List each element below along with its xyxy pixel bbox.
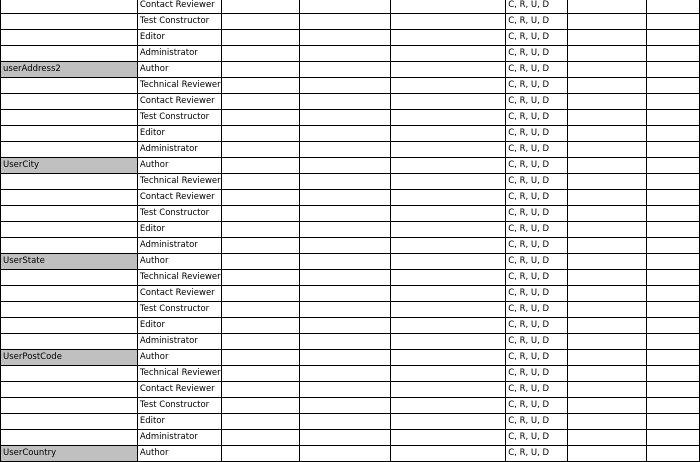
- empty-cell[interactable]: [391, 254, 506, 270]
- empty-cell[interactable]: [221, 414, 299, 430]
- empty-cell[interactable]: [299, 318, 391, 334]
- permission-cell[interactable]: C, R, U, D: [506, 222, 568, 238]
- empty-cell[interactable]: [221, 142, 299, 158]
- empty-cell[interactable]: [299, 382, 391, 398]
- empty-cell[interactable]: [568, 0, 647, 14]
- empty-cell[interactable]: [568, 254, 647, 270]
- table-row: [1, 430, 700, 446]
- empty-cell[interactable]: [391, 350, 506, 366]
- empty-cell[interactable]: [568, 446, 647, 462]
- empty-cell[interactable]: [299, 334, 391, 350]
- empty-cell[interactable]: [568, 206, 647, 222]
- empty-cell[interactable]: [299, 238, 391, 254]
- empty-cell[interactable]: [568, 78, 647, 94]
- empty-cell[interactable]: [647, 46, 700, 62]
- permission-cell[interactable]: C, R, U, D: [506, 78, 568, 94]
- empty-cell[interactable]: [647, 302, 700, 318]
- empty-cell[interactable]: [299, 158, 391, 174]
- table-row: [1, 126, 700, 142]
- permission-cell[interactable]: C, R, U, D: [506, 414, 568, 430]
- permission-cell[interactable]: C, R, U, D: [506, 94, 568, 110]
- empty-cell[interactable]: [299, 302, 391, 318]
- table-row: [1, 446, 700, 462]
- empty-cell[interactable]: [299, 0, 391, 14]
- field-name-cell[interactable]: [1, 302, 138, 318]
- field-name-cell[interactable]: [1, 126, 138, 142]
- empty-cell[interactable]: [647, 382, 700, 398]
- empty-cell[interactable]: [299, 270, 391, 286]
- empty-cell[interactable]: [647, 142, 700, 158]
- empty-cell[interactable]: [221, 398, 299, 414]
- role-cell[interactable]: Administrator: [137, 238, 221, 254]
- empty-cell[interactable]: [647, 174, 700, 190]
- permission-cell[interactable]: C, R, U, D: [506, 0, 568, 14]
- table-row: [1, 78, 700, 94]
- empty-cell[interactable]: [221, 286, 299, 302]
- field-name-cell[interactable]: UserState: [1, 254, 138, 270]
- empty-cell[interactable]: [391, 382, 506, 398]
- field-name-cell[interactable]: [1, 270, 138, 286]
- field-name-cell[interactable]: [1, 190, 138, 206]
- table-row: [1, 318, 700, 334]
- empty-cell[interactable]: [391, 286, 506, 302]
- empty-cell[interactable]: [568, 62, 647, 78]
- empty-cell[interactable]: [568, 14, 647, 30]
- empty-cell[interactable]: [568, 158, 647, 174]
- empty-cell[interactable]: [221, 126, 299, 142]
- empty-cell[interactable]: [647, 254, 700, 270]
- permission-cell[interactable]: C, R, U, D: [506, 366, 568, 382]
- empty-cell[interactable]: [221, 318, 299, 334]
- field-name-cell[interactable]: [1, 430, 138, 446]
- field-name-cell[interactable]: [1, 174, 138, 190]
- empty-cell[interactable]: [568, 430, 647, 446]
- permission-cell[interactable]: C, R, U, D: [506, 350, 568, 366]
- empty-cell[interactable]: [221, 446, 299, 462]
- role-cell[interactable]: Technical Reviewer: [137, 174, 221, 190]
- field-name-cell[interactable]: [1, 222, 138, 238]
- empty-cell[interactable]: [647, 318, 700, 334]
- field-name-cell[interactable]: UserCity: [1, 158, 138, 174]
- empty-cell[interactable]: [647, 414, 700, 430]
- table-row: [1, 414, 700, 430]
- empty-cell[interactable]: [568, 270, 647, 286]
- role-cell[interactable]: Administrator: [137, 46, 221, 62]
- empty-cell[interactable]: [391, 158, 506, 174]
- field-name-cell[interactable]: [1, 398, 138, 414]
- role-cell[interactable]: Test Constructor: [137, 398, 221, 414]
- empty-cell[interactable]: [568, 286, 647, 302]
- role-cell[interactable]: Administrator: [137, 430, 221, 446]
- table-row: [1, 110, 700, 126]
- table-row: [1, 14, 700, 30]
- table-row: [1, 94, 700, 110]
- table-row: [1, 46, 700, 62]
- empty-cell[interactable]: [391, 14, 506, 30]
- empty-cell[interactable]: [647, 398, 700, 414]
- permission-cell[interactable]: C, R, U, D: [506, 14, 568, 30]
- empty-cell[interactable]: [647, 94, 700, 110]
- permission-cell[interactable]: C, R, U, D: [506, 46, 568, 62]
- empty-cell[interactable]: [299, 94, 391, 110]
- role-cell[interactable]: Editor: [137, 414, 221, 430]
- role-cell[interactable]: Technical Reviewer: [137, 366, 221, 382]
- empty-cell[interactable]: [299, 350, 391, 366]
- empty-cell[interactable]: [391, 446, 506, 462]
- permission-cell[interactable]: C, R, U, D: [506, 254, 568, 270]
- empty-cell[interactable]: [221, 350, 299, 366]
- role-cell[interactable]: Editor: [137, 30, 221, 46]
- field-name-cell[interactable]: [1, 94, 138, 110]
- empty-cell[interactable]: [299, 30, 391, 46]
- empty-cell[interactable]: [647, 430, 700, 446]
- empty-cell[interactable]: [299, 62, 391, 78]
- permission-cell[interactable]: C, R, U, D: [506, 382, 568, 398]
- permission-cell[interactable]: C, R, U, D: [506, 334, 568, 350]
- field-name-cell[interactable]: [1, 414, 138, 430]
- role-cell[interactable]: Editor: [137, 222, 221, 238]
- role-cell[interactable]: Test Constructor: [137, 110, 221, 126]
- empty-cell[interactable]: [299, 430, 391, 446]
- empty-cell[interactable]: [647, 126, 700, 142]
- role-cell[interactable]: Editor: [137, 126, 221, 142]
- role-cell[interactable]: Contact Reviewer: [137, 286, 221, 302]
- permission-cell[interactable]: C, R, U, D: [506, 62, 568, 78]
- role-cell[interactable]: Test Constructor: [137, 302, 221, 318]
- empty-cell[interactable]: [391, 318, 506, 334]
- empty-cell[interactable]: [221, 30, 299, 46]
- empty-cell[interactable]: [391, 334, 506, 350]
- role-cell[interactable]: Author: [137, 62, 221, 78]
- empty-cell[interactable]: [391, 62, 506, 78]
- empty-cell[interactable]: [391, 238, 506, 254]
- permission-cell[interactable]: C, R, U, D: [506, 430, 568, 446]
- table-row: [1, 190, 700, 206]
- empty-cell[interactable]: [568, 334, 647, 350]
- field-name-cell[interactable]: [1, 382, 138, 398]
- empty-cell[interactable]: [221, 302, 299, 318]
- permission-cell[interactable]: C, R, U, D: [506, 110, 568, 126]
- permission-cell[interactable]: C, R, U, D: [506, 30, 568, 46]
- role-cell[interactable]: Test Constructor: [137, 14, 221, 30]
- empty-cell[interactable]: [221, 366, 299, 382]
- table-row: [1, 302, 700, 318]
- role-cell[interactable]: Author: [137, 158, 221, 174]
- empty-cell[interactable]: [299, 206, 391, 222]
- permission-cell[interactable]: C, R, U, D: [506, 318, 568, 334]
- field-name-cell[interactable]: UserCountry: [1, 446, 138, 462]
- table-row: [1, 0, 700, 14]
- permission-cell[interactable]: C, R, U, D: [506, 398, 568, 414]
- empty-cell[interactable]: [647, 190, 700, 206]
- empty-cell[interactable]: [391, 110, 506, 126]
- permission-cell[interactable]: C, R, U, D: [506, 302, 568, 318]
- field-name-cell[interactable]: [1, 110, 138, 126]
- role-cell[interactable]: Technical Reviewer: [137, 78, 221, 94]
- empty-cell[interactable]: [299, 398, 391, 414]
- empty-cell[interactable]: [221, 110, 299, 126]
- empty-cell[interactable]: [391, 190, 506, 206]
- empty-cell[interactable]: [221, 46, 299, 62]
- field-name-cell[interactable]: [1, 142, 138, 158]
- empty-cell[interactable]: [647, 110, 700, 126]
- table-row: [1, 62, 700, 78]
- empty-cell[interactable]: [391, 222, 506, 238]
- empty-cell[interactable]: [647, 366, 700, 382]
- permission-cell[interactable]: C, R, U, D: [506, 238, 568, 254]
- table-row: [1, 238, 700, 254]
- empty-cell[interactable]: [647, 62, 700, 78]
- permission-cell[interactable]: C, R, U, D: [506, 286, 568, 302]
- empty-cell[interactable]: [299, 142, 391, 158]
- empty-cell[interactable]: [391, 30, 506, 46]
- role-cell[interactable]: Contact Reviewer: [137, 0, 221, 14]
- empty-cell[interactable]: [299, 46, 391, 62]
- empty-cell[interactable]: [647, 350, 700, 366]
- empty-cell[interactable]: [221, 382, 299, 398]
- empty-cell[interactable]: [221, 206, 299, 222]
- empty-cell[interactable]: [391, 78, 506, 94]
- role-cell[interactable]: Contact Reviewer: [137, 382, 221, 398]
- empty-cell[interactable]: [299, 366, 391, 382]
- field-name-cell[interactable]: [1, 14, 138, 30]
- empty-cell[interactable]: [221, 334, 299, 350]
- empty-cell[interactable]: [299, 190, 391, 206]
- permission-cell[interactable]: C, R, U, D: [506, 446, 568, 462]
- field-name-cell[interactable]: userAddress2: [1, 62, 138, 78]
- role-cell[interactable]: Contact Reviewer: [137, 190, 221, 206]
- table-row: [1, 270, 700, 286]
- permission-cell[interactable]: C, R, U, D: [506, 190, 568, 206]
- empty-cell[interactable]: [647, 158, 700, 174]
- empty-cell[interactable]: [568, 222, 647, 238]
- empty-cell[interactable]: [647, 270, 700, 286]
- empty-cell[interactable]: [221, 430, 299, 446]
- table-row: [1, 382, 700, 398]
- empty-cell[interactable]: [221, 158, 299, 174]
- field-name-cell[interactable]: [1, 318, 138, 334]
- empty-cell[interactable]: [299, 126, 391, 142]
- field-name-cell[interactable]: [1, 46, 138, 62]
- permission-cell[interactable]: C, R, U, D: [506, 142, 568, 158]
- table-row: [1, 142, 700, 158]
- empty-cell[interactable]: [299, 78, 391, 94]
- empty-cell[interactable]: [299, 286, 391, 302]
- empty-cell[interactable]: [299, 222, 391, 238]
- empty-cell[interactable]: [568, 414, 647, 430]
- empty-cell[interactable]: [391, 366, 506, 382]
- role-cell[interactable]: Technical Reviewer: [137, 270, 221, 286]
- empty-cell[interactable]: [221, 0, 299, 14]
- table-row: [1, 222, 700, 238]
- empty-cell[interactable]: [221, 94, 299, 110]
- field-name-cell[interactable]: [1, 366, 138, 382]
- empty-cell[interactable]: [647, 14, 700, 30]
- empty-cell[interactable]: [391, 398, 506, 414]
- field-name-cell[interactable]: UserPostCode: [1, 350, 138, 366]
- empty-cell[interactable]: [647, 334, 700, 350]
- table-row: [1, 158, 700, 174]
- field-name-cell[interactable]: [1, 238, 138, 254]
- empty-cell[interactable]: [221, 270, 299, 286]
- empty-cell[interactable]: [221, 78, 299, 94]
- empty-cell[interactable]: [391, 94, 506, 110]
- empty-cell[interactable]: [391, 0, 506, 14]
- empty-cell[interactable]: [221, 62, 299, 78]
- permission-cell[interactable]: C, R, U, D: [506, 174, 568, 190]
- empty-cell[interactable]: [647, 0, 700, 14]
- empty-cell[interactable]: [221, 238, 299, 254]
- empty-cell[interactable]: [568, 302, 647, 318]
- empty-cell[interactable]: [299, 254, 391, 270]
- empty-cell[interactable]: [568, 398, 647, 414]
- empty-cell[interactable]: [299, 110, 391, 126]
- field-name-cell[interactable]: [1, 206, 138, 222]
- empty-cell[interactable]: [299, 446, 391, 462]
- empty-cell[interactable]: [647, 446, 700, 462]
- empty-cell[interactable]: [391, 174, 506, 190]
- table-row: [1, 366, 700, 382]
- empty-cell[interactable]: [299, 414, 391, 430]
- empty-cell[interactable]: [221, 14, 299, 30]
- empty-cell[interactable]: [391, 142, 506, 158]
- permission-cell[interactable]: C, R, U, D: [506, 206, 568, 222]
- role-cell[interactable]: Author: [137, 254, 221, 270]
- table-row: [1, 334, 700, 350]
- empty-cell[interactable]: [391, 206, 506, 222]
- role-cell[interactable]: Contact Reviewer: [137, 94, 221, 110]
- empty-cell[interactable]: [299, 14, 391, 30]
- permissions-table-body: [1, 0, 700, 462]
- table-row: [1, 30, 700, 46]
- role-cell[interactable]: Author: [137, 446, 221, 462]
- empty-cell[interactable]: [568, 318, 647, 334]
- empty-cell[interactable]: [391, 414, 506, 430]
- table-row: [1, 350, 700, 366]
- empty-cell[interactable]: [391, 430, 506, 446]
- permission-cell[interactable]: C, R, U, D: [506, 270, 568, 286]
- empty-cell[interactable]: [568, 238, 647, 254]
- empty-cell[interactable]: [647, 222, 700, 238]
- empty-cell[interactable]: [221, 254, 299, 270]
- role-cell[interactable]: Test Constructor: [137, 206, 221, 222]
- empty-cell[interactable]: [647, 238, 700, 254]
- permission-cell[interactable]: C, R, U, D: [506, 158, 568, 174]
- table-row: [1, 286, 700, 302]
- empty-cell[interactable]: [647, 30, 700, 46]
- empty-cell[interactable]: [221, 174, 299, 190]
- table-row: [1, 174, 700, 190]
- empty-cell[interactable]: [647, 206, 700, 222]
- empty-cell[interactable]: [299, 174, 391, 190]
- empty-cell[interactable]: [568, 382, 647, 398]
- empty-cell[interactable]: [221, 190, 299, 206]
- field-name-cell[interactable]: [1, 78, 138, 94]
- table-row: [1, 398, 700, 414]
- empty-cell[interactable]: [568, 110, 647, 126]
- empty-cell[interactable]: [568, 30, 647, 46]
- empty-cell[interactable]: [391, 270, 506, 286]
- empty-cell[interactable]: [391, 46, 506, 62]
- role-cell[interactable]: Administrator: [137, 334, 221, 350]
- empty-cell[interactable]: [391, 302, 506, 318]
- field-name-cell[interactable]: [1, 30, 138, 46]
- empty-cell[interactable]: [568, 142, 647, 158]
- table-row: [1, 206, 700, 222]
- empty-cell[interactable]: [221, 222, 299, 238]
- empty-cell[interactable]: [568, 350, 647, 366]
- permission-cell[interactable]: C, R, U, D: [506, 126, 568, 142]
- empty-cell[interactable]: [568, 190, 647, 206]
- field-name-cell[interactable]: [1, 0, 138, 14]
- empty-cell[interactable]: [568, 174, 647, 190]
- field-name-cell[interactable]: [1, 334, 138, 350]
- empty-cell[interactable]: [647, 286, 700, 302]
- empty-cell[interactable]: [391, 126, 506, 142]
- role-cell[interactable]: Editor: [137, 318, 221, 334]
- empty-cell[interactable]: [647, 78, 700, 94]
- empty-cell[interactable]: [568, 366, 647, 382]
- table-row: [1, 254, 700, 270]
- empty-cell[interactable]: [568, 94, 647, 110]
- empty-cell[interactable]: [568, 126, 647, 142]
- empty-cell[interactable]: [568, 46, 647, 62]
- role-cell[interactable]: Administrator: [137, 142, 221, 158]
- role-cell[interactable]: Author: [137, 350, 221, 366]
- field-name-cell[interactable]: [1, 286, 138, 302]
